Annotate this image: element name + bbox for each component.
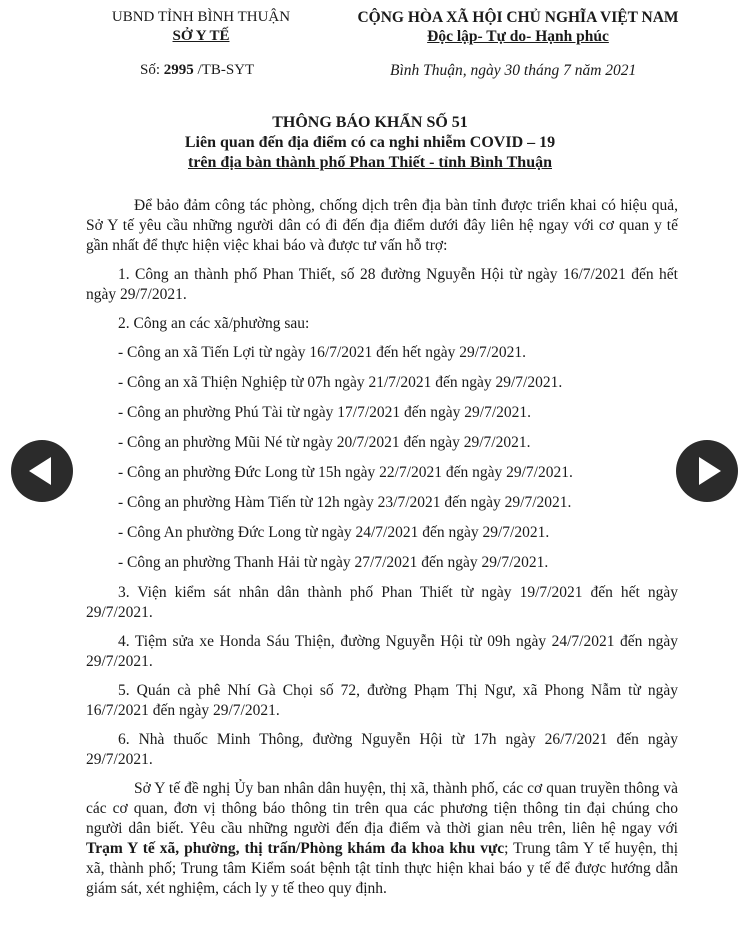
sub-list-item: - Công an phường Đức Long từ 15h ngày 22/7/2021 đến ngày 29/7/2021.: [118, 464, 573, 481]
next-image-button[interactable]: [676, 440, 738, 502]
agency-line1: UBND TỈNH BÌNH THUẬN: [111, 9, 291, 25]
list-item: 1. Công an thành phố Phan Thiết, số 28 đường Nguyễn Hội từ ngày 16/7/2021 đến hết ngày 29/7/2021.: [86, 266, 678, 303]
document-title: [60, 113, 680, 173]
document-body: [86, 196, 678, 908]
title-line2: Liên quan đến địa điểm có ca nghi nhiễm COVID – 19: [184, 134, 556, 151]
document-number: [140, 62, 254, 79]
list-item: 5. Quán cà phê Nhí Gà Chọi số 72, đường Phạm Thị Ngư, xã Phong Nẫm từ ngày 16/7/2021 đến ngày 29/7/2021.: [86, 682, 678, 719]
agency-line2: SỞ Y TẾ: [172, 28, 230, 44]
chevron-left-icon: [11, 440, 73, 502]
previous-image-button[interactable]: [11, 440, 73, 502]
number-prefix: Số:: [140, 62, 164, 78]
list-item: 4. Tiệm sửa xe Honda Sáu Thiện, đường Nguyễn Hội từ 09h ngày 24/7/2021 đến ngày 29/7/2021.: [86, 633, 678, 670]
nation-motto: Độc lập- Tự do- Hạnh phúc: [427, 28, 609, 45]
list-item: 2. Công an các xã/phường sau:: [118, 315, 310, 332]
document-date: Bình Thuận, ngày 30 tháng 7 năm 2021: [390, 62, 637, 79]
number-value: 2995: [163, 62, 194, 78]
number-suffix: /TB-SYT: [193, 62, 255, 78]
national-header: [318, 8, 718, 46]
list-item: 6. Nhà thuốc Minh Thông, đường Nguyễn Hội từ 17h ngày 26/7/2021 đến ngày 29/7/2021.: [86, 731, 678, 768]
list-item: 3. Viện kiểm sát nhân dân thành phố Phan Thiết từ ngày 19/7/2021 đến hết ngày 29/7/2021.: [86, 584, 678, 621]
sub-list-item: - Công An phường Đức Long từ ngày 24/7/2021 đến ngày 29/7/2021.: [118, 524, 550, 541]
closing-text-a: Sở Y tế đề nghị Ủy ban nhân dân huyện, thị xã, thành phố, các cơ quan truyền thông và các cơ quan, đơn vị thông báo thông tin trên qua các phương tiện thông tin đại chúng cho người dân biết. Yêu cầu những người đến địa điểm và thời gian nêu trên, liên hệ ngay với: [86, 780, 678, 837]
sub-list-item: - Công an xã Thiện Nghiệp từ 07h ngày 21/7/2021 đến ngày 29/7/2021.: [118, 374, 563, 391]
sub-list-item: - Công an phường Thanh Hải từ ngày 27/7/2021 đến ngày 29/7/2021.: [118, 554, 549, 571]
chevron-right-icon: [676, 440, 738, 502]
title-line1: THÔNG BÁO KHẨN SỐ 51: [272, 114, 468, 131]
closing-text-bold: Trạm Y tế xã, phường, thị trấn/Phòng khám đa khoa khu vực: [86, 840, 505, 857]
intro-paragraph: Để bảo đảm công tác phòng, chống dịch trên địa bàn tỉnh được triển khai có hiệu quả, Sở Y tế yêu cầu những người dân có đi đến địa điểm dưới đây liên hệ ngay với cơ quan y tế gần nhất để thực hiện việc khai báo và được tư vấn hỗ trợ:: [86, 197, 678, 254]
closing-text-b: ; Trung tâm Y tế huyện, thị xã, thành phố; Trung tâm Kiểm soát bệnh tật tỉnh thực hiện khai báo y tế để được hướng dẫn giám sát, xét nghiệm, cách ly y tế theo quy định.: [86, 840, 679, 897]
sub-list-item: - Công an phường Hàm Tiến từ 12h ngày 23/7/2021 đến ngày 29/7/2021.: [118, 494, 572, 511]
issuing-agency: [96, 8, 306, 46]
title-line3: trên địa bàn thành phố Phan Thiết - tỉnh Bình Thuận: [187, 154, 552, 171]
sub-list-item: - Công an phường Phú Tài từ ngày 17/7/2021 đến ngày 29/7/2021.: [118, 404, 532, 421]
nation-name: CỘNG HÒA XÃ HỘI CHỦ NGHĨA VIỆT NAM: [357, 9, 679, 26]
sub-list-item: - Công an xã Tiến Lợi từ ngày 16/7/2021 đến hết ngày 29/7/2021.: [118, 344, 526, 361]
sub-list-item: - Công an phường Mũi Né từ ngày 20/7/2021 đến ngày 29/7/2021.: [118, 434, 531, 451]
closing-paragraph: [86, 779, 678, 899]
